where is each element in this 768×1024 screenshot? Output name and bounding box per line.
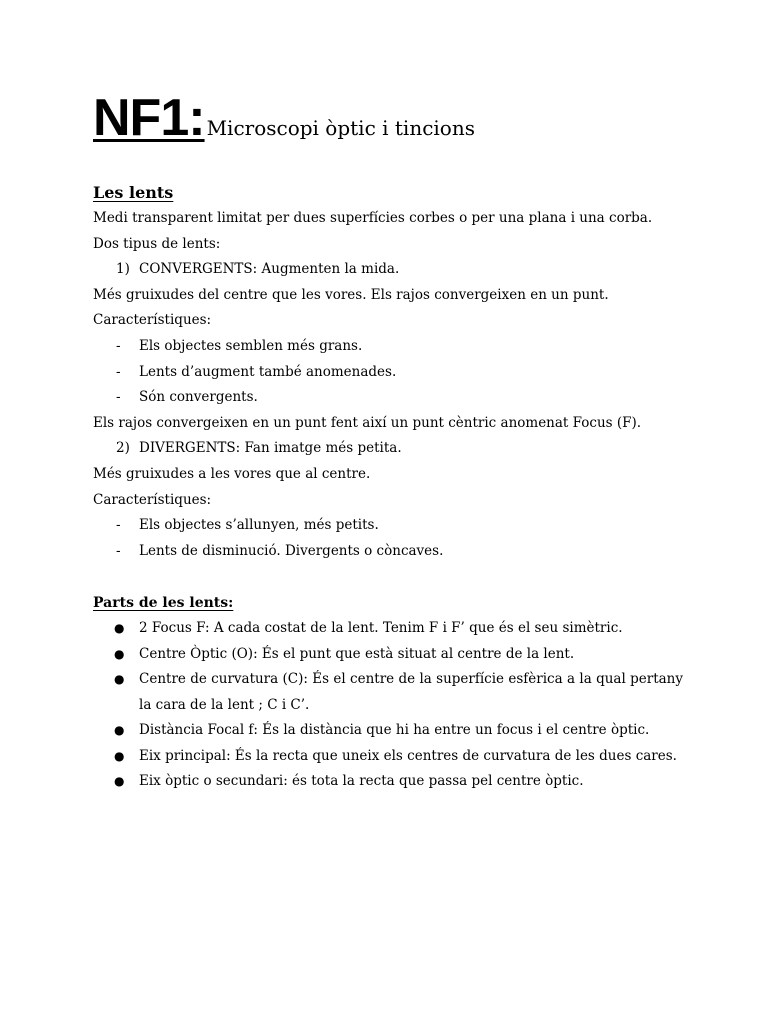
- bullet-marker: ●: [114, 646, 125, 661]
- list-item-text: Els objectes s’allunyen, més petits.: [139, 517, 379, 534]
- lents-definition: Medi transparent limitat per dues superfícies corbes o per una plana i una corba.: [93, 210, 653, 226]
- list-item: [93, 513, 683, 539]
- dash-marker: -: [116, 363, 121, 380]
- list-item: [93, 718, 683, 744]
- list-item: [93, 539, 683, 565]
- divergents-char-label: Característiques:: [93, 491, 212, 508]
- list-item-text: Són convergents.: [139, 389, 258, 406]
- list-item-text: Lents d’augment també anomenades.: [139, 363, 397, 380]
- lents-types-intro: Dos tipus de lents:: [93, 235, 221, 252]
- bullet-marker: ●: [114, 748, 125, 763]
- list-item: [93, 334, 683, 360]
- convergents-label: CONVERGENTS: Augmenten la mida.: [139, 261, 400, 278]
- convergents-heading: [93, 257, 683, 283]
- list-item: [93, 385, 683, 411]
- list-item-text: Els objectes semblen més grans.: [139, 337, 363, 354]
- list-number: 1): [116, 261, 130, 278]
- bullet-marker: ●: [114, 672, 125, 687]
- dash-marker: -: [116, 389, 121, 406]
- list-item: [93, 360, 683, 386]
- list-item-text: Eix principal: És la recta que uneix els centres de curvatura de les dues cares.: [139, 747, 677, 764]
- list-item: [93, 667, 683, 718]
- list-item-text: Distància Focal f: És la distància que hi ha entre un focus i el centre òptic.: [139, 722, 650, 739]
- list-item: [93, 642, 683, 668]
- dash-marker: -: [116, 517, 121, 534]
- list-item: [93, 769, 683, 795]
- convergents-note: Els rajos convergeixen en un punt fent així un punt cèntric anomenat Focus (F).: [93, 414, 642, 431]
- divergents-label: DIVERGENTS: Fan imatge més petita.: [139, 440, 402, 457]
- bullet-marker: ●: [114, 774, 125, 789]
- dash-marker: -: [116, 337, 121, 354]
- bullet-marker: ●: [114, 620, 125, 635]
- list-item: [93, 744, 683, 770]
- bullet-marker: ●: [114, 723, 125, 738]
- document-title: [93, 89, 683, 152]
- dash-marker: -: [116, 542, 121, 559]
- convergents-description: Més gruixudes del centre que les vores. Els rajos convergeixen en un punt.: [93, 286, 609, 303]
- title-code: NF1:: [93, 89, 205, 147]
- list-item-text: Centre de curvatura (C): És el centre de la superfície esfèrica a la qual pertany la cara de la lent ; C i C’.: [139, 671, 683, 713]
- list-item-text: 2 Focus F: A cada costat de la lent. Tenim F i F’ que és el seu simètric.: [139, 619, 623, 636]
- spacer: [93, 564, 683, 590]
- list-item-text: Lents de disminució. Divergents o còncaves.: [139, 542, 444, 559]
- convergents-char-label: Característiques:: [93, 312, 212, 329]
- divergents-description: Més gruixudes a les vores que al centre.: [93, 465, 371, 482]
- section-heading-lents: Les lents: [93, 183, 174, 202]
- list-item: [93, 616, 683, 642]
- title-text: Microscopi òptic i tincions: [206, 116, 475, 140]
- document-page: [93, 89, 683, 795]
- list-item-text: Centre Òptic (O): És el punt que està situat al centre de la lent.: [139, 645, 575, 662]
- list-item-text: Eix òptic o secundari: és tota la recta que passa pel centre òptic.: [139, 773, 584, 790]
- section-heading-parts: Parts de les lents:: [93, 594, 234, 611]
- list-number: 2): [116, 440, 130, 457]
- divergents-heading: [93, 436, 683, 462]
